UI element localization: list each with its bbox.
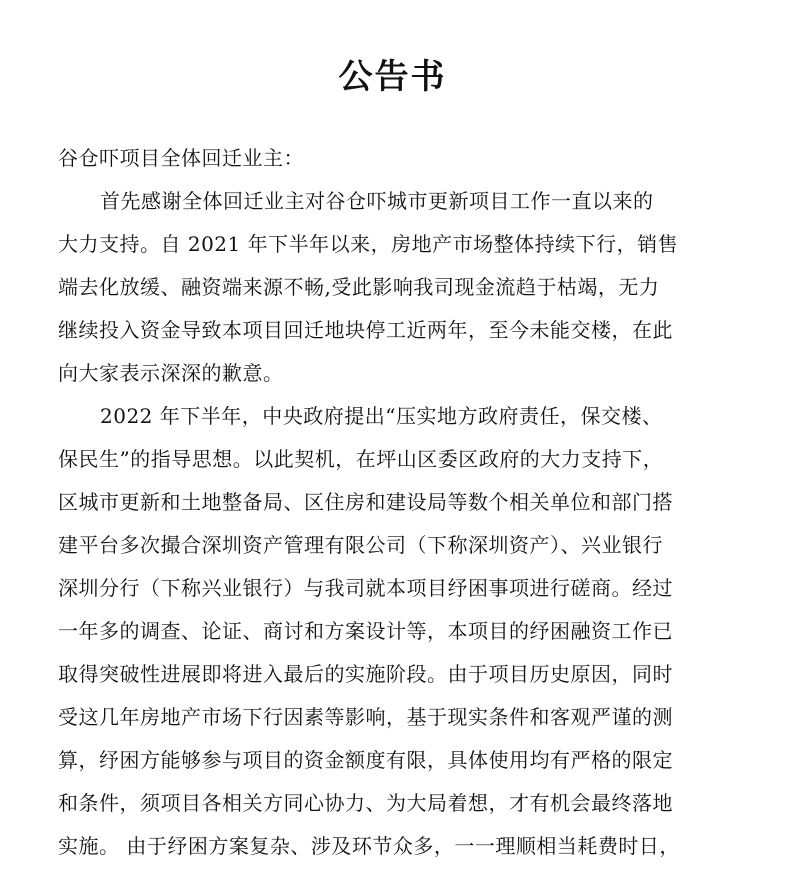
paragraph-2-line-3: 区城市更新和土地整备局、区住房和建设局等数个相关单位和部门搭 bbox=[58, 490, 673, 514]
paragraph-2-line-2: 保民生”的指导思想。以此契机，在坪山区委区政府的大力支持下， bbox=[58, 447, 664, 471]
paragraph-1-line-5: 向大家表示深深的歉意。 bbox=[58, 361, 284, 385]
paragraph-1-line-1: 首先感谢全体回迁业主对谷仓吓城市更新项目工作一直以来的 bbox=[100, 189, 654, 213]
paragraph-2-line-4: 建平台多次撮合深圳资产管理有限公司（下称深圳资产）、兴业银行 bbox=[58, 533, 663, 557]
paragraph-2-line-5: 深圳分行（下称兴业银行）与我司就本项目纾困事项进行磋商。经过 bbox=[58, 576, 673, 600]
paragraph-2-line-8: 受这几年房地产市场下行因素等影响，基于现实条件和客观严谨的测 bbox=[58, 705, 673, 729]
paragraph-1-line-4: 继续投入资金导致本项目回迁地块停工近两年，至今未能交楼，在此 bbox=[58, 318, 673, 342]
paragraph-2-line-6: 一年多的调查、论证、商讨和方案设计等，本项目的纾困融资工作已 bbox=[58, 619, 673, 643]
paragraph-1-line-2: 大力支持。自 2021 年下半年以来，房地产市场整体持续下行，销售 bbox=[58, 232, 679, 256]
paragraph-2-line-7: 取得突破性进展即将进入最后的实施阶段。由于项目历史原因，同时 bbox=[58, 662, 673, 686]
document-title: 公告书 bbox=[338, 57, 447, 97]
paragraph-2-line-1: 2022 年下半年，中央政府提出“压实地方政府责任，保交楼、 bbox=[100, 404, 663, 428]
paragraph-2-line-9: 算，纾困方能够参与项目的资金额度有限，具体使用均有严格的限定 bbox=[58, 748, 673, 772]
paragraph-1-line-3: 端去化放缓、融资端来源不畅,受此影响我司现金流趋于枯竭，无力 bbox=[58, 275, 660, 299]
paragraph-2-line-10: 和条件，须项目各相关方同心协力、为大局着想，才有机会最终落地 bbox=[58, 791, 673, 815]
paragraph-2-line-11: 实施。 由于纾困方案复杂、涉及环节众多，一一理顺相当耗费时日， bbox=[58, 834, 680, 858]
salutation: 谷仓吓项目全体回迁业主： bbox=[58, 146, 304, 170]
